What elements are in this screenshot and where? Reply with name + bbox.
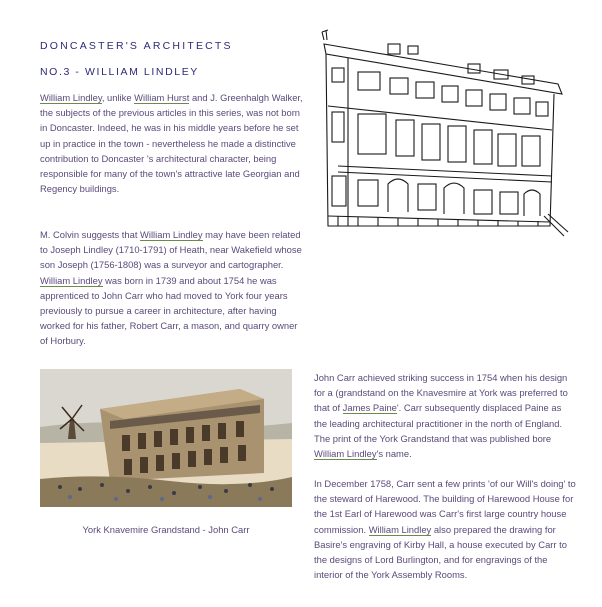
georgian-terrace-sketch-icon bbox=[318, 26, 570, 242]
grandstand-engraving-icon bbox=[40, 369, 292, 507]
link-william-lindley[interactable]: William Lindley bbox=[40, 274, 103, 286]
link-william-lindley[interactable]: William Lindley bbox=[40, 92, 102, 103]
paragraph-intro: William Lindley, unlike William Hurst and J. Greenhalgh Walker, the subjects of the previous articles in this series, was not born in Doncaster. Indeed, he was in his middle years before he set up in practice in the town - nevertheless he made a distinctive contribution to Doncaster 's architectural character, being responsible for many of the town's attractive late Georgian and Regency buildings. bbox=[40, 92, 303, 195]
link-william-lindley[interactable]: William Lindley bbox=[140, 229, 203, 240]
link-william-lindley[interactable]: William Lindley bbox=[368, 523, 432, 535]
paragraph-grandstand: John Carr achieved striking success in 1754 when his design for a (grandstand on the Knavesmire at York was preferred to that of James Paine'. Carr subsequently displaced Paine as the leading architectural practitioner in the north of England. The print of the York Grandstand that was published bore William Lindley's name. bbox=[314, 372, 568, 460]
link-william-hurst[interactable]: William Hurst bbox=[134, 92, 190, 103]
page-title: DONCASTER'S ARCHITECTS bbox=[40, 40, 233, 52]
link-james-paine[interactable]: James Paine bbox=[342, 402, 397, 414]
image-caption: York Knavemire Grandstand - John Carr bbox=[82, 524, 250, 535]
link-william-lindley[interactable]: William Lindley bbox=[314, 448, 377, 460]
paragraph-harewood: In December 1758, Carr sent a few prints 'of our Will's doing' to the steward of Harewood. The building of Harewood House for the 1st Earl of Harewood was Carr's first large country house commission. William Lindley also prepared the drawing for Basire's engraving of Kirby Hall, a house executed by Carr to the designs of Lord Burlington, and for engravings of the interior of the York Assembly Rooms. bbox=[314, 478, 576, 581]
paragraph-origins: M. Colvin suggests that William Lindley may have been related to Joseph Lindley (1710-1791) of Heath, near Wakefield whose son Joseph (1756-1808) was a surveyor and cartographer. William Lindley was born in 1739 and about 1754 he was apprenticed to John Carr who had moved to York four years previously to pursue a career in architecture, after having worked for his father, Robert Carr, a mason, and quarry owner of Horbury. bbox=[40, 229, 302, 347]
article-subtitle: NO.3 - WILLIAM LINDLEY bbox=[40, 66, 199, 78]
